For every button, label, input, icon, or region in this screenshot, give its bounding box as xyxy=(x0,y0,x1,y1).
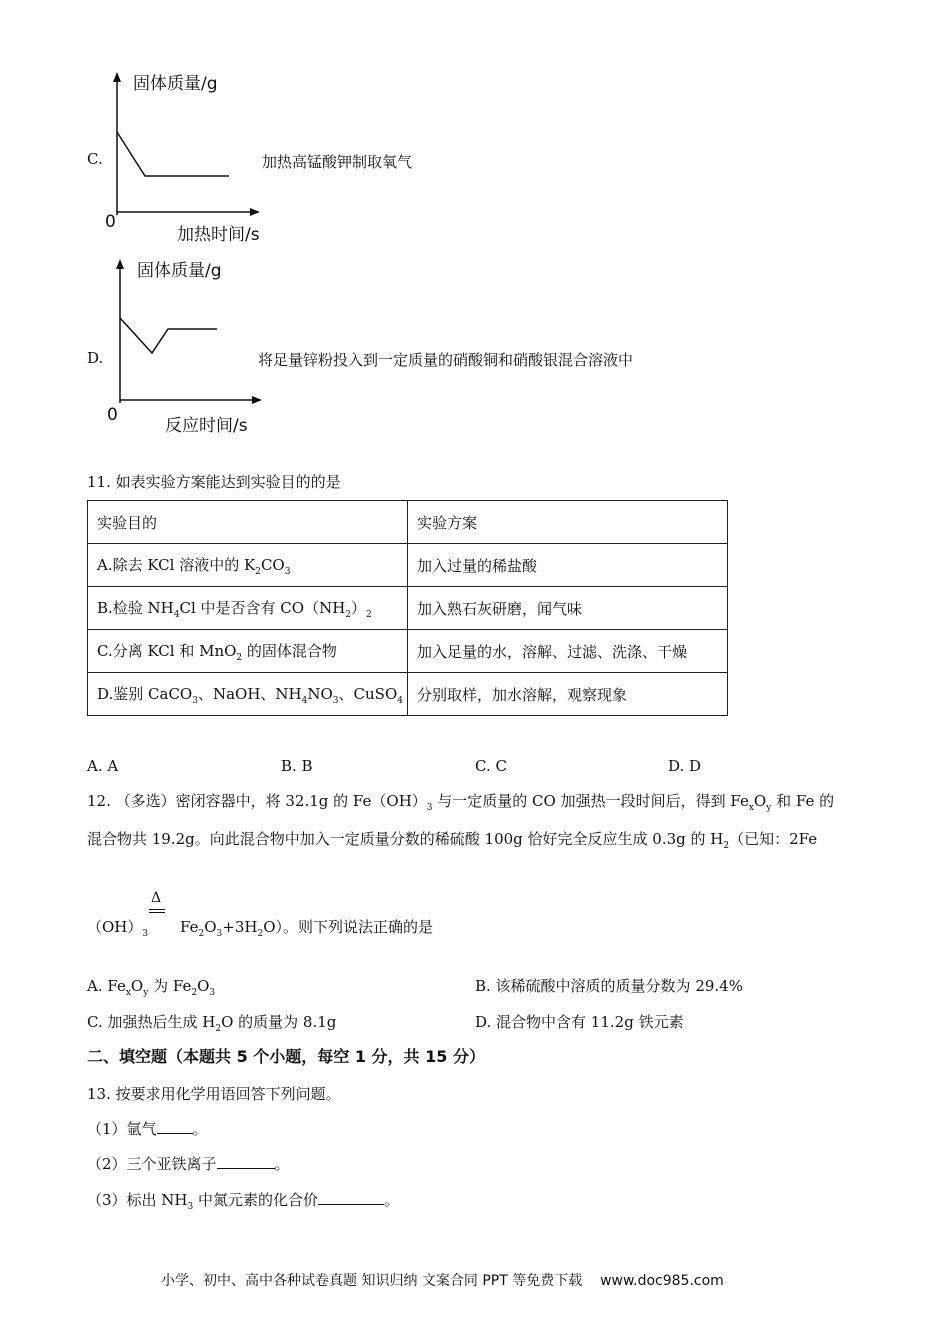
mass-curve xyxy=(120,318,217,353)
section-2-heading: 二、填空题（本题共 5 个小题，每空 1 分，共 15 分） xyxy=(87,1047,485,1066)
row-c-purpose: C.分离 KCl 和 MnO$_2$ 的固体混合物 xyxy=(88,630,408,673)
option-label-c: C. xyxy=(87,150,103,168)
y-axis-label: 固体质量/g xyxy=(137,261,222,281)
q11-table xyxy=(87,500,728,716)
footer-url[interactable]: www.doc985.com xyxy=(600,1273,724,1289)
y-axis-arrow xyxy=(116,259,124,269)
graph-d-caption: 将足量锌粉投入到一定质量的硝酸铜和硝酸银混合溶液中 xyxy=(258,351,634,369)
header-plan: 实验方案 xyxy=(408,501,728,544)
table-header-row xyxy=(88,501,728,544)
q11-option-c: C. C xyxy=(475,757,507,775)
y-axis-label: 固体质量/g xyxy=(133,74,218,94)
x-axis-arrow xyxy=(250,208,260,216)
table-row xyxy=(88,587,728,630)
row-c-plan: 加入足量的水，溶解、过滤、洗涤、干燥 xyxy=(408,630,728,673)
q12-option-c: C. 加强热后生成 $H_2O$ 的质量为 8.1g xyxy=(87,1013,337,1034)
q13-part-1: （1）氩气 。 xyxy=(87,1120,208,1138)
mass-curve xyxy=(117,132,229,176)
option-label-d: D. xyxy=(87,349,104,367)
row-d-purpose: D.鉴别 CaCO$_3$、NaOH、$NH_4NO_3$、CuSO$_4$ xyxy=(88,673,408,716)
x-axis-label: 加热时间/s xyxy=(177,225,260,245)
table-row xyxy=(88,544,728,587)
answer-blank-3[interactable] xyxy=(318,1191,384,1205)
equals-bar-top xyxy=(149,909,165,910)
q13-part-2: （2）三个亚铁离子 。 xyxy=(87,1155,290,1173)
q11-option-b: B. B xyxy=(281,757,313,775)
row-a-plan: 加入过量的稀盐酸 xyxy=(408,544,728,587)
graph-c-caption: 加热高锰酸钾制取氧气 xyxy=(262,153,413,171)
equals-bar-bottom xyxy=(149,912,165,913)
heating-delta-sign: Δ xyxy=(151,890,162,906)
q12-option-b: B. 该稀硫酸中溶质的质量分数为 29.4% xyxy=(475,977,743,995)
x-axis-label: 反应时间/s xyxy=(165,416,248,436)
footer-text: 小学、初中、高中各种试卷真题 知识归纳 文案合同 PPT 等免费下载 www.doc985.com xyxy=(161,1273,724,1289)
q12-line-3-equation: $Fe_2O_3+3H_2O$）。则下列说法正确的是 xyxy=(180,918,433,939)
table-row xyxy=(88,673,728,716)
row-a-purpose: A.除去 KCl 溶液中的 $K_2CO_3$ xyxy=(88,544,408,587)
q11-stem: 11. 如表实验方案能达到实验目的的是 xyxy=(87,473,341,491)
q11-option-a: A. A xyxy=(87,757,119,775)
q12-option-a: A. $Fe_xO_y$ 为 $Fe_2O_3$ xyxy=(87,977,216,998)
q11-option-d: D. D xyxy=(668,757,702,775)
q12-option-d: D. 混合物中含有 11.2g 铁元素 xyxy=(475,1013,684,1031)
graph-d-chart xyxy=(95,255,275,437)
header-purpose: 实验目的 xyxy=(88,501,408,544)
table-row xyxy=(88,630,728,673)
q13-part-3: （3）标出 $NH_3$ 中氮元素的化合价 。 xyxy=(87,1191,400,1212)
row-d-plan: 分别取样，加水溶解，观察现象 xyxy=(408,673,728,716)
q12-line-3: $(OH)_3$ xyxy=(87,918,149,939)
answer-blank-1[interactable] xyxy=(157,1120,193,1134)
q12-line-2: 混合物共 19.2g。向此混合物中加入一定质量分数的稀硫酸 100g 恰好完全反应生成 0.3g 的 $H_2$（已知：2Fe xyxy=(87,830,818,851)
row-b-plan: 加入熟石灰研磨，闻气味 xyxy=(408,587,728,630)
origin-label: 0 xyxy=(107,405,118,425)
y-axis-arrow xyxy=(113,72,121,82)
answer-blank-2[interactable] xyxy=(217,1155,275,1169)
x-axis-arrow xyxy=(252,396,262,404)
q13-stem: 13. 按要求用化学用语回答下列问题。 xyxy=(87,1085,341,1103)
origin-label: 0 xyxy=(105,212,116,232)
row-b-purpose: B.检验 $NH_4Cl$ 中是否含有 $CO(NH_2)_2$ xyxy=(88,587,408,630)
graph-c-chart xyxy=(95,70,275,245)
q12-line-1: 12. （多选）密闭容器中，将 32.1g 的 $Fe(OH)_3$ 与一定质量的 CO 加强热一段时间后，得到 $Fe_xO_y$ 和 Fe 的 xyxy=(87,792,835,813)
